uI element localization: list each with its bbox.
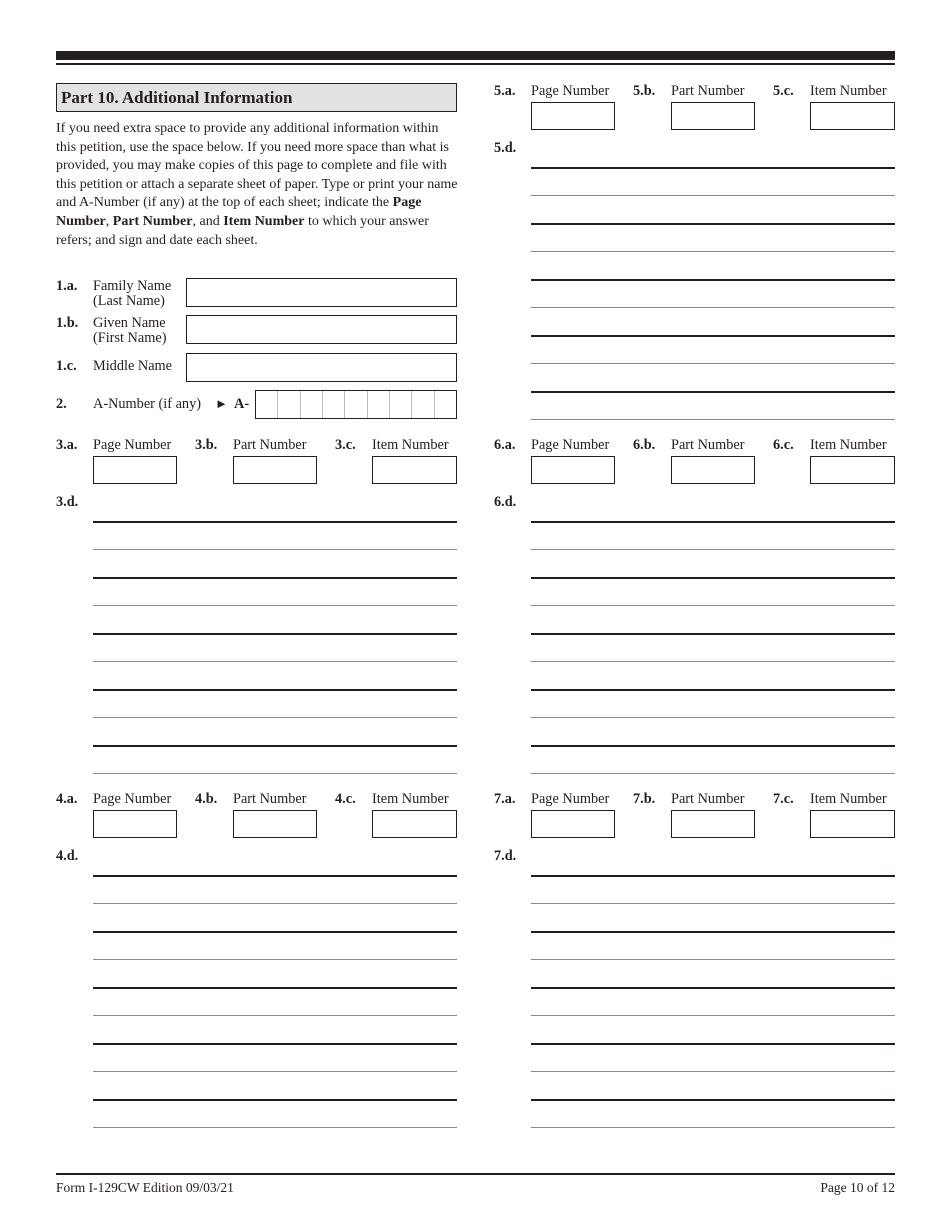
item-block-4 (56, 792, 457, 1132)
item-number-1b: 1.b. (56, 315, 79, 331)
item-5b-number: 5.b. (633, 83, 656, 99)
item-4c-number: 4.c. (335, 791, 356, 807)
item-7b-number: 7.b. (633, 791, 656, 807)
intro-text: to which your answer refers; and sign and date each sheet. (56, 213, 429, 248)
family-name-label: Family Name (93, 278, 172, 294)
answer-line (531, 1071, 895, 1072)
item-block-5 (494, 84, 895, 424)
item-5d-number: 5.d. (494, 140, 517, 156)
part-number-input[interactable] (671, 102, 755, 130)
footer-rule (56, 1173, 895, 1175)
answer-line (93, 633, 457, 635)
a-number-digit[interactable] (345, 391, 367, 418)
answer-line (531, 251, 895, 252)
a-number-digit[interactable] (256, 391, 278, 418)
answer-line (531, 931, 895, 933)
answer-line (93, 605, 457, 606)
item-5a-number: 5.a. (494, 83, 516, 99)
answer-line (531, 717, 895, 718)
part-number-input[interactable] (671, 456, 755, 484)
answer-line (93, 1071, 457, 1072)
answer-line (531, 689, 895, 691)
answer-line (93, 1043, 457, 1045)
intro-bold-page-number: Page Number (56, 195, 422, 229)
page-number-label: Page Number (93, 437, 172, 453)
part-number-input[interactable] (233, 456, 317, 484)
additional-info-textarea[interactable] (531, 854, 895, 1128)
answer-line (93, 717, 457, 718)
part-number-label: Part Number (671, 791, 745, 807)
answer-line (93, 987, 457, 989)
answer-line (531, 1043, 895, 1045)
family-name-input[interactable] (186, 278, 457, 307)
additional-info-textarea[interactable] (531, 500, 895, 774)
item-3c-number: 3.c. (335, 437, 356, 453)
answer-line (531, 335, 895, 337)
a-number-digit[interactable] (278, 391, 300, 418)
item-number-input[interactable] (372, 810, 457, 838)
item-5c-number: 5.c. (773, 83, 794, 99)
a-number-digit[interactable] (435, 391, 456, 418)
item-6d-number: 6.d. (494, 494, 517, 510)
item-block-6 (494, 438, 895, 778)
page-number-input[interactable] (531, 810, 615, 838)
answer-line (531, 195, 895, 196)
answer-line (93, 577, 457, 579)
answer-line (93, 903, 457, 904)
item-6c-number: 6.c. (773, 437, 794, 453)
answer-line (93, 661, 457, 662)
item-block-7 (494, 792, 895, 1132)
item-3d-number: 3.d. (56, 494, 79, 510)
given-name-label: Given Name (93, 315, 166, 331)
answer-line (531, 661, 895, 662)
item-number-input[interactable] (810, 102, 895, 130)
answer-line (93, 1099, 457, 1101)
item-7c-number: 7.c. (773, 791, 794, 807)
a-number-input[interactable] (255, 390, 457, 419)
answer-line (93, 1015, 457, 1016)
intro-bold-item-number: Item Number (223, 213, 305, 229)
part-title: Part 10. Additional Information (56, 83, 457, 112)
top-rule-thick (56, 51, 895, 60)
part-number-label: Part Number (233, 437, 307, 453)
answer-line (531, 987, 895, 989)
item-number-label: Item Number (810, 791, 887, 807)
answer-line (531, 167, 895, 169)
a-number-digit[interactable] (301, 391, 323, 418)
item-number-input[interactable] (810, 810, 895, 838)
item-number-label: Item Number (372, 791, 449, 807)
page-number-label: Page Number (93, 791, 172, 807)
answer-line (531, 903, 895, 904)
answer-line (531, 549, 895, 550)
a-number-digit[interactable] (323, 391, 345, 418)
part-number-label: Part Number (233, 791, 307, 807)
page-number-label: Page Number (531, 437, 610, 453)
item-6b-number: 6.b. (633, 437, 656, 453)
item-number-2: 2. (56, 396, 67, 412)
answer-line (93, 745, 457, 747)
answer-line (531, 521, 895, 523)
answer-line (531, 1099, 895, 1101)
item-4b-number: 4.b. (195, 791, 218, 807)
part-number-label: Part Number (671, 437, 745, 453)
additional-info-textarea[interactable] (93, 500, 457, 774)
part-number-input[interactable] (233, 810, 317, 838)
answer-line (93, 931, 457, 933)
item-6a-number: 6.a. (494, 437, 516, 453)
arrow-right-icon: ► (215, 396, 228, 411)
additional-info-textarea[interactable] (93, 854, 457, 1128)
item-block-3 (56, 438, 457, 778)
answer-line (531, 391, 895, 393)
answer-line (531, 1015, 895, 1016)
intro-text: , (105, 213, 113, 229)
answer-line (93, 549, 457, 550)
page-number-input[interactable] (531, 456, 615, 484)
answer-line (531, 1127, 895, 1128)
answer-line (93, 875, 457, 877)
item-number-label: Item Number (372, 437, 449, 453)
item-number-input[interactable] (810, 456, 895, 484)
item-3b-number: 3.b. (195, 437, 218, 453)
answer-line (531, 279, 895, 281)
a-number-prefix: A- (234, 396, 250, 412)
item-number-label: Item Number (810, 83, 887, 99)
middle-name-label: Middle Name (93, 358, 173, 374)
instructions-paragraph (56, 120, 461, 250)
top-rule-thin (56, 63, 895, 65)
page-number-label: Page Number (531, 83, 610, 99)
answer-line (531, 577, 895, 579)
answer-line (531, 223, 895, 225)
part-number-input[interactable] (671, 810, 755, 838)
answer-line (531, 773, 895, 774)
page-number-label: Page Number (531, 791, 610, 807)
middle-name-input[interactable] (186, 353, 457, 382)
intro-bold-part-number: Part Number (112, 213, 193, 229)
a-number-digit[interactable] (412, 391, 434, 418)
answer-line (531, 419, 895, 420)
answer-line (93, 1127, 457, 1128)
a-number-label: A-Number (if any) (93, 396, 201, 412)
answer-line (531, 605, 895, 606)
item-7a-number: 7.a. (494, 791, 516, 807)
item-number-1c: 1.c. (56, 358, 77, 374)
answer-line (93, 521, 457, 523)
answer-line (93, 773, 457, 774)
page-indicator: Page 10 of 12 (820, 1180, 895, 1195)
item-3a-number: 3.a. (56, 437, 78, 453)
a-number-digit[interactable] (368, 391, 390, 418)
a-number-digit[interactable] (390, 391, 412, 418)
given-name-sublabel: (First Name) (93, 330, 167, 346)
item-number-label: Item Number (810, 437, 887, 453)
intro-text: If you need extra space to provide any additional information within this petition, use the space below. If you need more space than what is provided, you may make copies of this page to complete and file with this petition or attach a separate sheet of paper. Type or print your name and A-Number (if any) at the top of each sheet; indicate the (56, 121, 458, 211)
item-7d-number: 7.d. (494, 848, 517, 864)
item-4a-number: 4.a. (56, 791, 78, 807)
answer-line (531, 745, 895, 747)
answer-line (93, 689, 457, 691)
answer-line (531, 633, 895, 635)
additional-info-textarea[interactable] (531, 146, 895, 420)
answer-line (531, 307, 895, 308)
answer-line (531, 959, 895, 960)
intro-text: , and (192, 213, 224, 229)
given-name-input[interactable] (186, 315, 457, 344)
page-number-input[interactable] (93, 810, 177, 838)
answer-line (531, 875, 895, 877)
family-name-sublabel: (Last Name) (93, 293, 165, 309)
part-number-label: Part Number (671, 83, 745, 99)
form-edition: Form I-129CW Edition 09/03/21 (56, 1180, 234, 1195)
answer-line (93, 959, 457, 960)
item-number-1a: 1.a. (56, 278, 78, 294)
item-4d-number: 4.d. (56, 848, 79, 864)
page-number-input[interactable] (531, 102, 615, 130)
item-number-input[interactable] (372, 456, 457, 484)
answer-line (531, 363, 895, 364)
page-number-input[interactable] (93, 456, 177, 484)
